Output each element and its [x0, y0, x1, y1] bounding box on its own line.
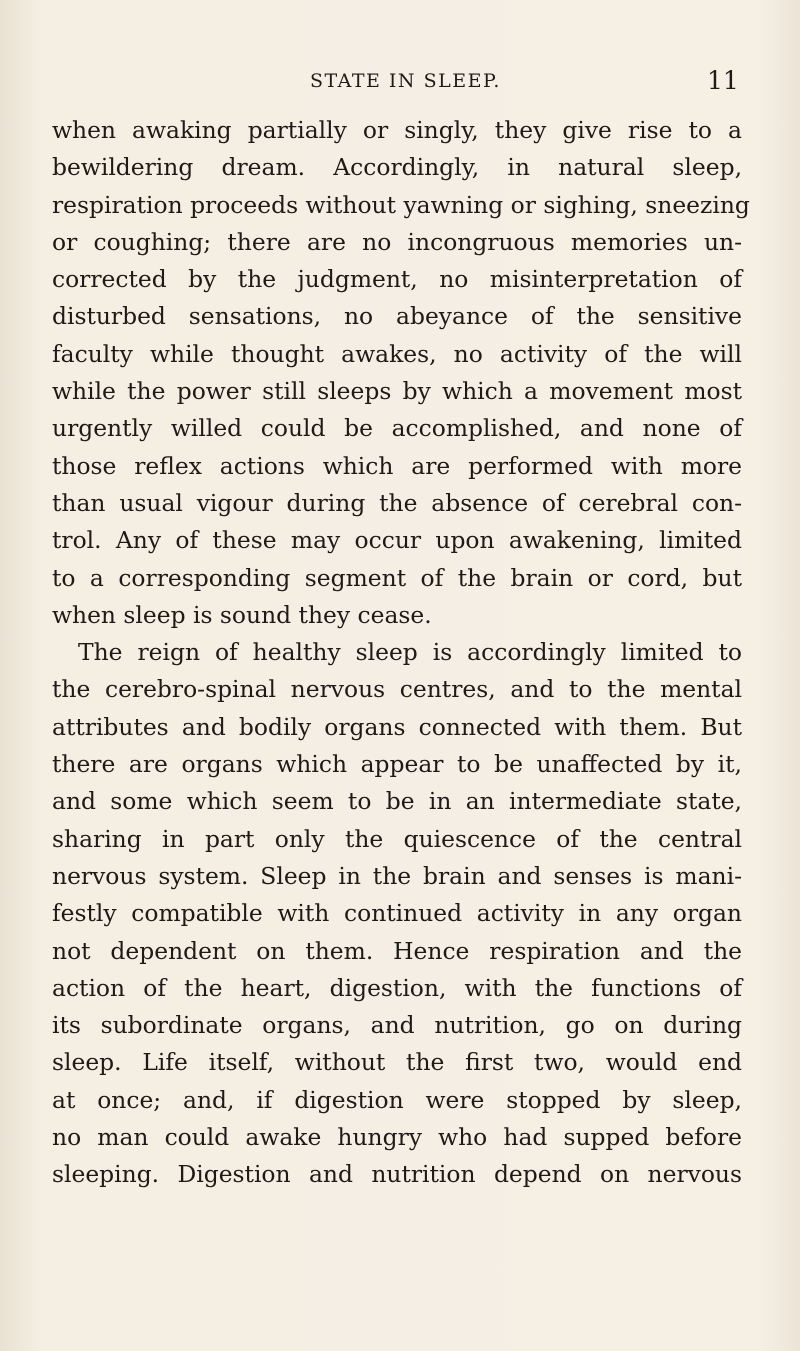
- text-line: not dependent on them. Hence respiration and the: [52, 936, 742, 965]
- text-line: sharing in part only the quiescence of the central: [52, 824, 742, 853]
- text-line: and some which seem to be in an intermediate state,: [52, 787, 742, 816]
- text-line: bewildering dream. Accordingly, in natural sleep,: [52, 153, 742, 182]
- text-line: there are organs which appear to be unaffected by it,: [52, 750, 742, 779]
- text-line: respiration proceeds without yawning or sighing, sneezing: [52, 190, 750, 219]
- text-line: no man could awake hungry who had supped before: [52, 1123, 742, 1152]
- text-line: at once; and, if digestion were stopped by sleep,: [52, 1085, 742, 1114]
- text-line: faculty while thought awakes, no activity of the will: [52, 339, 742, 368]
- text-line: nervous system. Sleep in the brain and senses is mani-: [52, 861, 742, 890]
- page-number: 11: [707, 66, 739, 95]
- body-text: [52, 112, 750, 1194]
- text-line: urgently willed could be accomplished, and none of: [52, 414, 742, 443]
- text-line: festly compatible with continued activity in any organ: [52, 899, 742, 928]
- text-line: trol. Any of these may occur upon awakening, limited: [52, 526, 742, 555]
- text-line: sleeping. Digestion and nutrition depend on nervous: [52, 1160, 742, 1189]
- text-line: corrected by the judgment, no misinterpretation of: [52, 265, 742, 294]
- text-line: those reflex actions which are performed with more: [52, 451, 742, 480]
- text-line: action of the heart, digestion, with the functions of: [52, 973, 742, 1002]
- text-line: to a corresponding segment of the brain or cord, but: [52, 563, 742, 592]
- text-line: the cerebro-spinal nervous centres, and to the mental: [52, 675, 742, 704]
- text-line: when awaking partially or singly, they give rise to a: [52, 116, 742, 144]
- text-line: attributes and bodily organs connected with them. But: [52, 712, 742, 741]
- text-line: or coughing; there are no incongruous memories un-: [52, 227, 742, 256]
- running-title: STATE IN SLEEP.: [310, 70, 501, 92]
- text-line: while the power still sleeps by which a movement most: [52, 377, 742, 406]
- text-line: disturbed sensations, no abeyance of the sensitive: [52, 302, 742, 331]
- paragraph-start-line: The reign of healthy sleep is accordingly limited to: [78, 638, 742, 667]
- paragraph-end-line: when sleep is sound they cease.: [52, 600, 432, 629]
- text-line: than usual vigour during the absence of cerebral con-: [52, 488, 742, 517]
- text-line: sleep. Life itself, without the first two, would end: [52, 1048, 742, 1077]
- text-line: its subordinate organs, and nutrition, go on during: [52, 1011, 742, 1040]
